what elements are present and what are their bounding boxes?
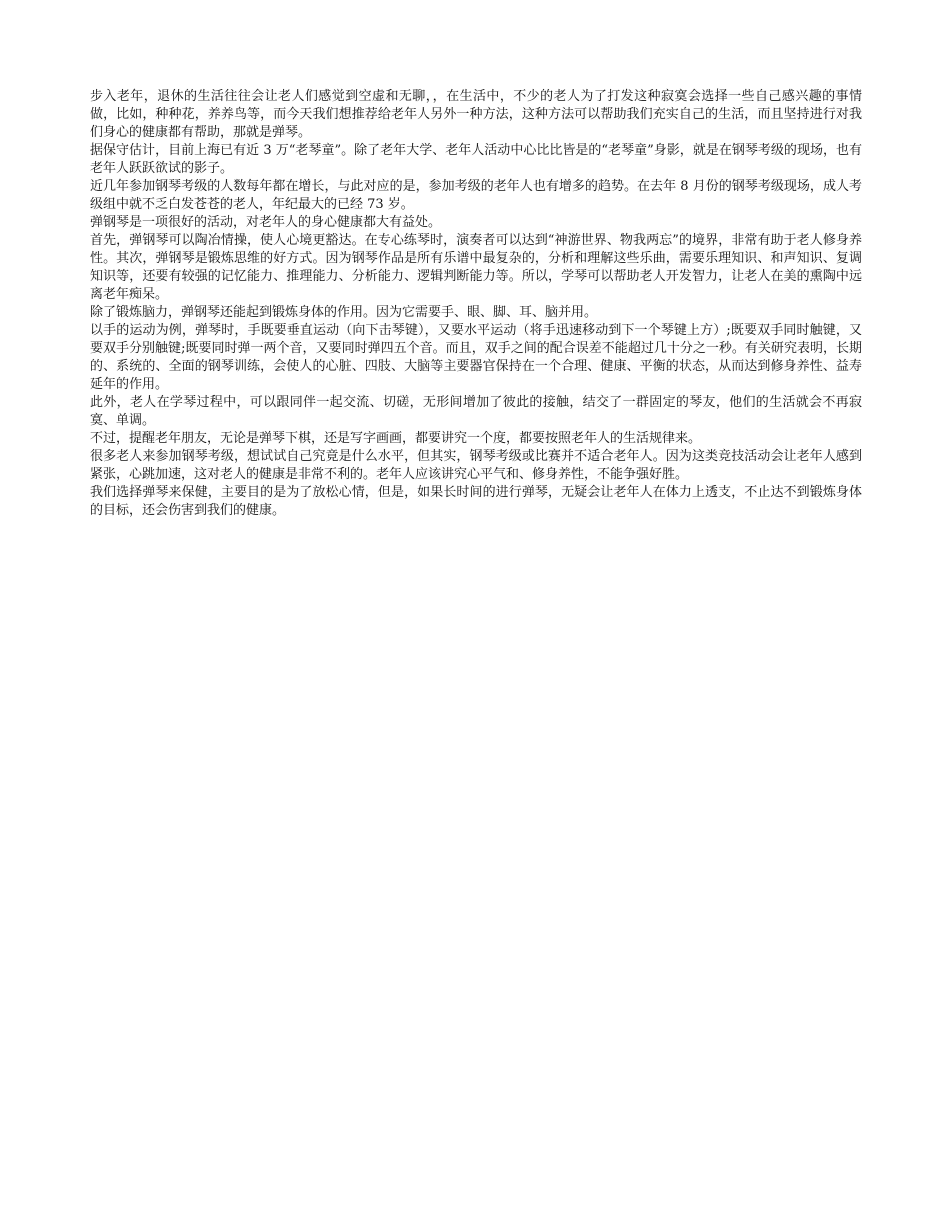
- paragraph-mind-benefits: 首先，弹钢琴可以陶冶情操，使人心境更豁达。在专心练琴时，演奏者可以达到“神游世界、物我两忘”的境界，非常有助于老人修身养性。其次，弹钢琴是锻炼思维的好方式。因为钢琴作品是所有乐谱中最复杂的，分析和理解这些乐曲，需要乐理知识、和声知识、复调知识等，还要有较强的记忆能力、推理能力、分析能力、逻辑判断能力等。所以，学琴可以帮助老人开发智力，让老人在美的熏陶中远离老年痴呆。: [90, 233, 862, 302]
- paragraph-moderation-reminder: 不过，提醒老年朋友，无论是弹琴下棋，还是写字画画，都要讲究一个度，都要按照老年人的生活规律来。: [90, 431, 702, 446]
- paragraph-shanghai-estimate: 据保守估计，目前上海已有近 3 万“老琴童”。除了老年大学、老年人活动中心比比皆是的“老琴童”身影，就是在钢琴考级的现场，也有老年人跃跃欲试的影子。: [90, 143, 862, 176]
- paragraph-conclusion: 我们选择弹琴来保健，主要目的是为了放松心情，但是，如果长时间的进行弹琴，无疑会让老年人在体力上透支，不止达不到锻炼身体的目标，还会伤害到我们的健康。: [90, 485, 862, 518]
- paragraph-body-benefits: 除了锻炼脑力，弹钢琴还能起到锻炼身体的作用。因为它需要手、眼、脚、耳、脑并用。: [90, 305, 598, 320]
- paragraph-exam-trend: 近几年参加钢琴考级的人数每年都在增长，与此对应的是，参加考级的老年人也有增多的趋势。在去年 8 月份的钢琴考级现场，成人考级组中就不乏白发苍苍的老人，年纪最大的已经 73 岁。: [90, 179, 862, 212]
- paragraph-exam-caution: 很多老人来参加钢琴考级，想试试自己究竟是什么水平，但其实，钢琴考级或比赛并不适合老年人。因为这类竞技活动会让老年人感到紧张，心跳加速，这对老人的健康是非常不利的。老年人应该讲究心平气和、修身养性，不能争强好胜。: [90, 449, 862, 482]
- paragraph-hand-movement: 以手的运动为例，弹琴时，手既要垂直运动（向下击琴键），又要水平运动（将手迅速移动到下一个琴键上方）;既要双手同时触键，又要双手分别触键;既要同时弹一两个音，又要同时弹四五个音。而且，双手之间的配合误差不能超过几十分之一秒。有关研究表明，长期的、系统的、全面的钢琴训练，会使人的心脏、四肢、大脑等主要器官保持在一个合理、健康、平衡的状态，从而达到修身养性、益寿延年的作用。: [90, 323, 862, 392]
- paragraph-intro: 步入老年，退休的生活往往会让老人们感觉到空虚和无聊，，在生活中，不少的老人为了打发这种寂寞会选择一些自己感兴趣的事情做，比如，种种花，养养鸟等，而今天我们想推荐给老年人另外一种方法，这种方法可以帮助我们充实自己的生活，而且坚持进行对我们身心的健康都有帮助，那就是弹琴。: [90, 89, 862, 140]
- document-body: [90, 88, 862, 520]
- paragraph-social-benefits: 此外，老人在学琴过程中，可以跟同伴一起交流、切磋，无形间增加了彼此的接触，结交了一群固定的琴友，他们的生活就会不再寂寞、单调。: [90, 395, 862, 428]
- paragraph-benefit-summary: 弹钢琴是一项很好的活动，对老年人的身心健康都大有益处。: [90, 215, 442, 230]
